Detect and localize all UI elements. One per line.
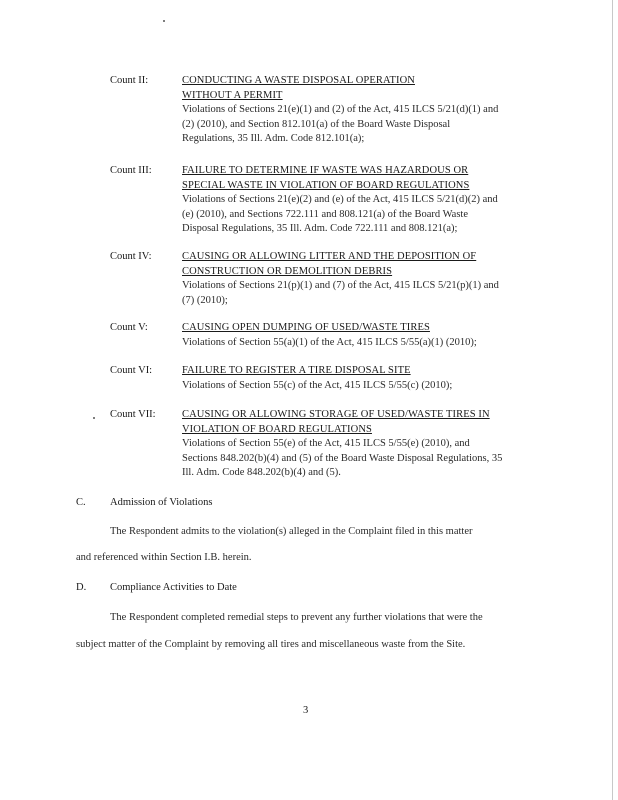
count-text-line: Violations of Sections 21(e)(1) and (2) of the Act, 415 ILCS 5/21(d)(1) and bbox=[182, 104, 499, 115]
scan-speck bbox=[93, 417, 95, 419]
section-d-heading bbox=[76, 581, 376, 595]
section-title: Admission of Violations bbox=[110, 497, 213, 508]
count-text-line: Violations of Sections 21(p)(1) and (7) of the Act, 415 ILCS 5/21(p)(1) and bbox=[182, 280, 499, 291]
count-body bbox=[182, 164, 550, 237]
count-title-line: FAILURE TO DETERMINE IF WASTE WAS HAZARDOUS OR bbox=[182, 165, 469, 176]
section-letter: C. bbox=[76, 497, 86, 508]
section-c-heading bbox=[76, 496, 376, 510]
count-body bbox=[182, 408, 550, 481]
count-title-line: VIOLATION OF BOARD REGULATIONS bbox=[182, 423, 372, 435]
count-body bbox=[182, 74, 550, 147]
count-label: Count V: bbox=[110, 322, 148, 333]
count-ii bbox=[110, 74, 550, 144]
count-title-line: CONDUCTING A WASTE DISPOSAL OPERATION bbox=[182, 75, 415, 86]
count-label: Count IV: bbox=[110, 251, 152, 262]
count-text-line: (e) (2010), and Sections 722.111 and 808.121(a) of the Board Waste bbox=[182, 208, 468, 220]
count-vi bbox=[110, 364, 550, 394]
count-v bbox=[110, 321, 550, 351]
count-label: Count VI: bbox=[110, 365, 153, 376]
scan-edge-line bbox=[612, 0, 613, 800]
count-title-line: CAUSING OR ALLOWING LITTER AND THE DEPOSITION OF bbox=[182, 251, 477, 262]
paragraph-line: The Respondent completed remedial steps to prevent any further violations that were the bbox=[110, 612, 483, 623]
count-label: Count VII: bbox=[110, 409, 156, 420]
count-title-line: WITHOUT A PERMIT bbox=[182, 89, 283, 101]
count-text-line: Violations of Section 55(e) of the Act, 415 ILCS 5/55(e) (2010), and bbox=[182, 438, 470, 449]
paragraph-line: The Respondent admits to the violation(s) alleged in the Complaint filed in this matter bbox=[110, 526, 473, 537]
count-text-line: (7) (2010); bbox=[182, 294, 228, 306]
count-title-line: SPECIAL WASTE IN VIOLATION OF BOARD REGULATIONS bbox=[182, 179, 470, 191]
count-text-line: Violations of Section 55(a)(1) of the Act, 415 ILCS 5/55(a)(1) (2010); bbox=[182, 336, 477, 348]
count-text-line: Regulations, 35 Ill. Adm. Code 812.101(a); bbox=[182, 133, 365, 144]
paragraph-line: and referenced within Section I.B. herein. bbox=[76, 552, 252, 563]
count-text-line: (2) (2010), and Section 812.101(a) of the Board Waste Disposal bbox=[182, 118, 451, 130]
count-body bbox=[182, 250, 550, 308]
page-number: 3 bbox=[303, 705, 309, 716]
count-text-line: Disposal Regulations, 35 Ill. Adm. Code 722.111 and 808.121(a); bbox=[182, 223, 458, 234]
count-text-line: Violations of Sections 21(e)(2) and (e) of the Act, 415 ILCS 5/21(d)(2) and bbox=[182, 194, 498, 205]
count-label: Count II: bbox=[110, 75, 149, 86]
count-title-line: FAILURE TO REGISTER A TIRE DISPOSAL SITE bbox=[182, 365, 411, 376]
section-letter: D. bbox=[76, 582, 87, 593]
paragraph-line: subject matter of the Complaint by removing all tires and miscellaneous waste from the Site. bbox=[76, 639, 466, 650]
count-iv bbox=[110, 250, 550, 310]
count-title-line: CONSTRUCTION OR DEMOLITION DEBRIS bbox=[182, 265, 393, 277]
count-body bbox=[182, 364, 550, 393]
count-body bbox=[182, 321, 550, 350]
scan-speck bbox=[163, 20, 165, 22]
count-label: Count III: bbox=[110, 165, 152, 176]
section-title: Compliance Activities to Date bbox=[110, 582, 237, 593]
count-text-line: Violations of Section 55(c) of the Act, 415 ILCS 5/55(c) (2010); bbox=[182, 379, 453, 391]
count-title-line: CAUSING OR ALLOWING STORAGE OF USED/WASTE TIRES IN bbox=[182, 409, 490, 420]
count-vii bbox=[110, 408, 550, 483]
count-iii bbox=[110, 164, 550, 239]
count-text-line: Sections 848.202(b)(4) and (5) of the Board Waste Disposal Regulations, 35 bbox=[182, 452, 503, 464]
count-text-line: Ill. Adm. Code 848.202(b)(4) and (5). bbox=[182, 467, 341, 478]
count-title-line: CAUSING OPEN DUMPING OF USED/WASTE TIRES bbox=[182, 322, 430, 333]
